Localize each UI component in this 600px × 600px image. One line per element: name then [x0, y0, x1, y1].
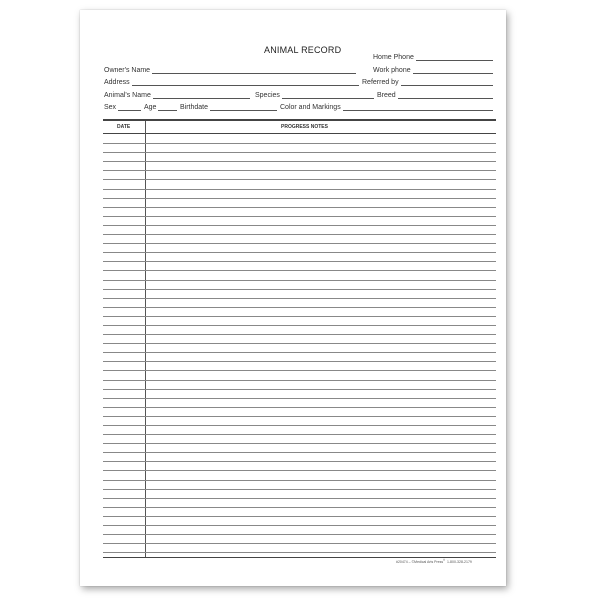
animals-name-label: Animal's Name	[104, 92, 151, 99]
sex-label: Sex	[104, 104, 117, 111]
table-row[interactable]	[103, 144, 496, 153]
table-bottom-rule	[103, 557, 496, 558]
birthdate-field[interactable]	[180, 101, 277, 112]
footer-registered-mark: ®	[443, 559, 445, 562]
table-row[interactable]	[103, 344, 496, 353]
table-row[interactable]	[103, 526, 496, 535]
breed-line	[398, 98, 493, 99]
table-row[interactable]	[103, 462, 496, 471]
table-row[interactable]	[103, 253, 496, 262]
table-row[interactable]	[103, 481, 496, 490]
table-row[interactable]	[103, 390, 496, 399]
table-row[interactable]	[103, 135, 496, 144]
table-row[interactable]	[103, 326, 496, 335]
work-phone-line	[413, 73, 493, 74]
table-row[interactable]	[103, 362, 496, 371]
home-phone-label: Home Phone	[373, 54, 414, 61]
table-row[interactable]	[103, 535, 496, 544]
table-row[interactable]	[103, 244, 496, 253]
table-row[interactable]	[103, 199, 496, 208]
table-row[interactable]	[103, 235, 496, 244]
table-row[interactable]	[103, 544, 496, 553]
address-line	[132, 85, 359, 86]
table-row[interactable]	[103, 281, 496, 290]
birthdate-line	[210, 110, 277, 111]
age-line	[158, 110, 177, 111]
table-row[interactable]	[103, 499, 496, 508]
table-row[interactable]	[103, 162, 496, 171]
address-label: Address	[104, 79, 130, 86]
table-row[interactable]	[103, 508, 496, 517]
sex-field[interactable]	[104, 101, 141, 112]
table-row[interactable]	[103, 171, 496, 180]
table-row[interactable]	[103, 217, 496, 226]
table-row[interactable]	[103, 453, 496, 462]
date-column-header: DATE	[117, 124, 131, 130]
species-line	[282, 98, 374, 99]
breed-label: Breed	[377, 92, 396, 99]
animals-name-line	[153, 98, 250, 99]
animals-name-field[interactable]	[104, 89, 250, 100]
table-row[interactable]	[103, 271, 496, 280]
address-field[interactable]	[104, 76, 359, 87]
form-footer	[396, 559, 472, 564]
table-row[interactable]	[103, 471, 496, 480]
table-row[interactable]	[103, 417, 496, 426]
form-title: ANIMAL RECORD	[264, 45, 342, 55]
table-row[interactable]	[103, 426, 496, 435]
color-and-markings-label: Color and Markings	[280, 104, 341, 111]
home-phone-field[interactable]	[373, 51, 493, 62]
age-field[interactable]	[144, 101, 177, 112]
table-row[interactable]	[103, 490, 496, 499]
table-row[interactable]	[103, 153, 496, 162]
birthdate-label: Birthdate	[180, 104, 209, 111]
progress-notes-column-header: PROGRESS NOTES	[281, 124, 328, 130]
work-phone-label: Work phone	[373, 67, 411, 74]
table-row[interactable]	[103, 190, 496, 199]
species-field[interactable]	[255, 89, 374, 100]
table-row[interactable]	[103, 317, 496, 326]
table-row[interactable]	[103, 517, 496, 526]
table-row[interactable]	[103, 408, 496, 417]
table-row[interactable]	[103, 381, 496, 390]
sex-line	[118, 110, 141, 111]
owners-name-line	[152, 73, 356, 74]
animal-record-form	[80, 10, 506, 586]
breed-field[interactable]	[377, 89, 493, 100]
table-row[interactable]	[103, 262, 496, 271]
color-and-markings-line	[343, 110, 493, 111]
table-row[interactable]	[103, 444, 496, 453]
table-row[interactable]	[103, 371, 496, 380]
table-row[interactable]	[103, 435, 496, 444]
referred-by-field[interactable]	[362, 76, 493, 87]
referred-by-line	[401, 85, 493, 86]
table-row[interactable]	[103, 226, 496, 235]
table-row[interactable]	[103, 180, 496, 189]
table-row[interactable]	[103, 208, 496, 217]
table-row[interactable]	[103, 353, 496, 362]
referred-by-label: Referred by	[362, 79, 399, 86]
table-row[interactable]	[103, 290, 496, 299]
age-label: Age	[144, 104, 157, 111]
work-phone-field[interactable]	[373, 64, 493, 75]
table-row[interactable]	[103, 299, 496, 308]
table-header	[103, 121, 496, 134]
table-row[interactable]	[103, 308, 496, 317]
table-rows	[103, 135, 496, 553]
color-and-markings-field[interactable]	[280, 101, 493, 112]
species-label: Species	[255, 92, 280, 99]
footer-phone: 1-800-328-2179	[446, 560, 472, 565]
progress-notes-table	[103, 119, 496, 558]
owners-name-label: Owner's Name	[104, 67, 151, 74]
footer-code: #20474 – ©Medical Arts Press	[396, 560, 444, 565]
table-row[interactable]	[103, 399, 496, 408]
table-row[interactable]	[103, 335, 496, 344]
home-phone-line	[416, 60, 493, 61]
owners-name-field[interactable]	[104, 64, 356, 75]
